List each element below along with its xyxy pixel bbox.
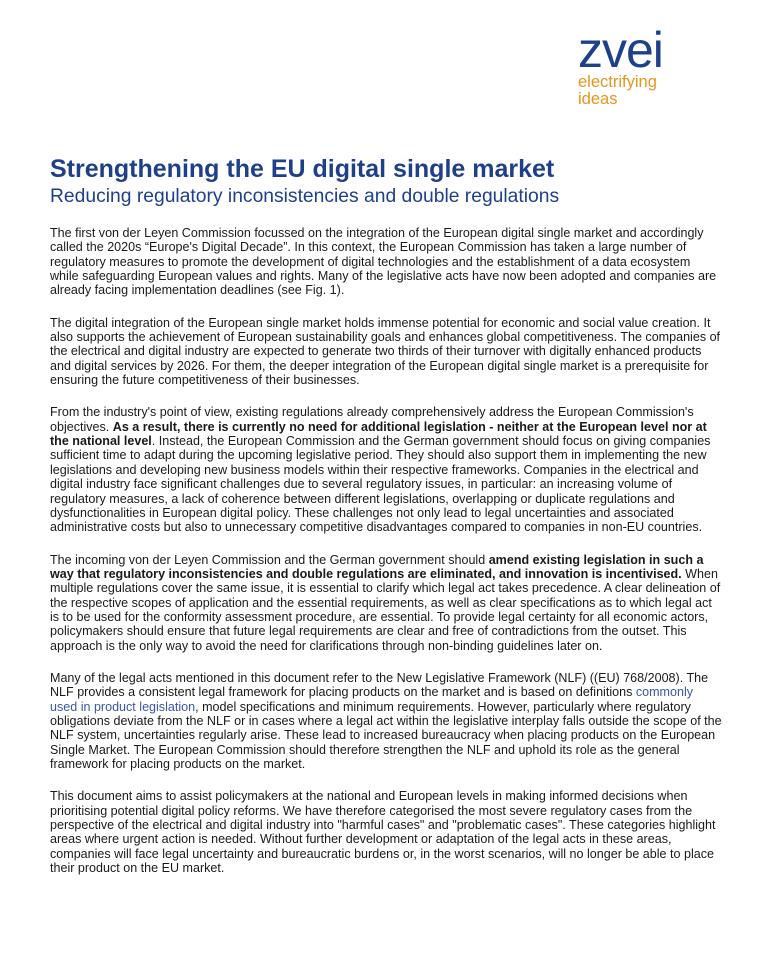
paragraph-5 <box>50 671 722 771</box>
paragraph-3-text-b: . Instead, the European Commission and the German government should focus on giving companies sufficient time to adapt during the upcoming legislative period. They should also support them in implementing the new legislations and developing new business models within their respective frameworks. Companies in the electrical and digital industry face significant challenges due to several regulatory issues, in particular: an increasing volume of regulatory measures, a lack of coherence between different legislations, overlapping or duplicate regulations and dysfunctionalities in European digital policy. These challenges not only lead to legal uncertainties and associated administrative costs but also to unnecessary competitive disadvantages compared to companies in non-EU countries. <box>50 434 711 535</box>
logo-tagline-line1: electrifying <box>578 73 657 91</box>
zvei-logo <box>578 22 748 108</box>
paragraph-4 <box>50 553 722 653</box>
paragraph-5-text-b: , model specifications and minimum requirements. However, particularly where regulatory obligations deviate from the NLF or in cases where a legal act within the legislative interplay falls outside the scope of the NLF system, uncertainties regularly arise. These lead to increased bureaucracy when placing products on the European Single Market. The European Commission should therefore strengthen the NLF and uphold its role as the general framework for placing products on the market. <box>50 699 722 771</box>
paragraph-4-text-a: The incoming von der Leyen Commission and the German government should <box>50 552 486 567</box>
nlf-definitions-link[interactable]: commonly used in product legislation <box>50 685 694 714</box>
paragraph-5-text-a: Many of the legal acts mentioned in this document refer to the New Legislative Framework (NLF) ((EU) 768/2008). The NLF provides a consistent legal framework for placing products on the market and is based on definitions <box>50 670 709 700</box>
paragraph-3-bold: As a result, there is currently no need for additional legislation - neither at the European level nor at the national level <box>50 419 707 449</box>
paragraph-1: The first von der Leyen Commission focussed on the integration of the European digital single market and accordingly called the 2020s “Europe's Digital Decade”. In this context, the European Commission has taken a large number of regulatory measures to promote the development of digital technologies and the establishment of a data ecosystem while safeguarding European values and rights. Many of the legislative acts have now been adopted and companies are already facing implementation deadlines (see Fig. 1). <box>50 226 717 298</box>
paragraph-6: This document aims to assist policymakers at the national and European levels in making informed decisions when prioritising potential digital policy reforms. We have therefore categorised the most severe regulatory cases from the perspective of the electrical and digital industry into "harmful cases" and "problematic cases". These categories highlight areas where urgent action is needed. Without further development or adaptation of the legal acts in these areas, companies will face legal uncertainty and bureaucratic burdens or, in the worst scenarios, will no longer be able to place their product on the EU market. <box>50 789 716 876</box>
paragraph-3-text-a: From the industry's point of view, existing regulations already comprehensively address the European Commission's objectives. <box>50 405 694 434</box>
document-body <box>50 226 722 893</box>
logo-tagline-line2: ideas <box>578 90 618 108</box>
paragraph-4-text-b: When multiple regulations cover the same issue, it is essential to clarify which legal act takes precedence. A clear delineation of the respective scopes of application and the essential requirements, as well as clear specifications as to which legal act is to be used for the conformity assessment procedure, are essential. To provide legal certainty for all economic actors, policymakers should ensure that future legal requirements are clear and free of contradictions from the outset. This approach is the only way to avoid the need for clarifications through non-binding guidelines later on. <box>50 566 721 653</box>
page-subtitle: Reducing regulatory inconsistencies and double regulations <box>50 186 560 207</box>
logo-wordmark: zvei <box>578 22 663 78</box>
paragraph-2: The digital integration of the European single market holds immense potential for economic and social value creation. It also supports the achievement of European sustainability goals and enhances global competitiveness. The companies of the electrical and digital industry are expected to generate two thirds of their turnover with digitally enhanced products and digital services by 2026. For them, the deeper integration of the European digital single market is a prerequisite for ensuring the future competitiveness of their businesses. <box>50 315 721 388</box>
page-title: Strengthening the EU digital single market <box>50 155 555 183</box>
paragraph-4-bold: amend existing legislation in such a way that regulatory inconsistencies and double regulations are eliminated, and innovation is incentivised. <box>50 552 704 581</box>
paragraph-3 <box>50 405 722 534</box>
